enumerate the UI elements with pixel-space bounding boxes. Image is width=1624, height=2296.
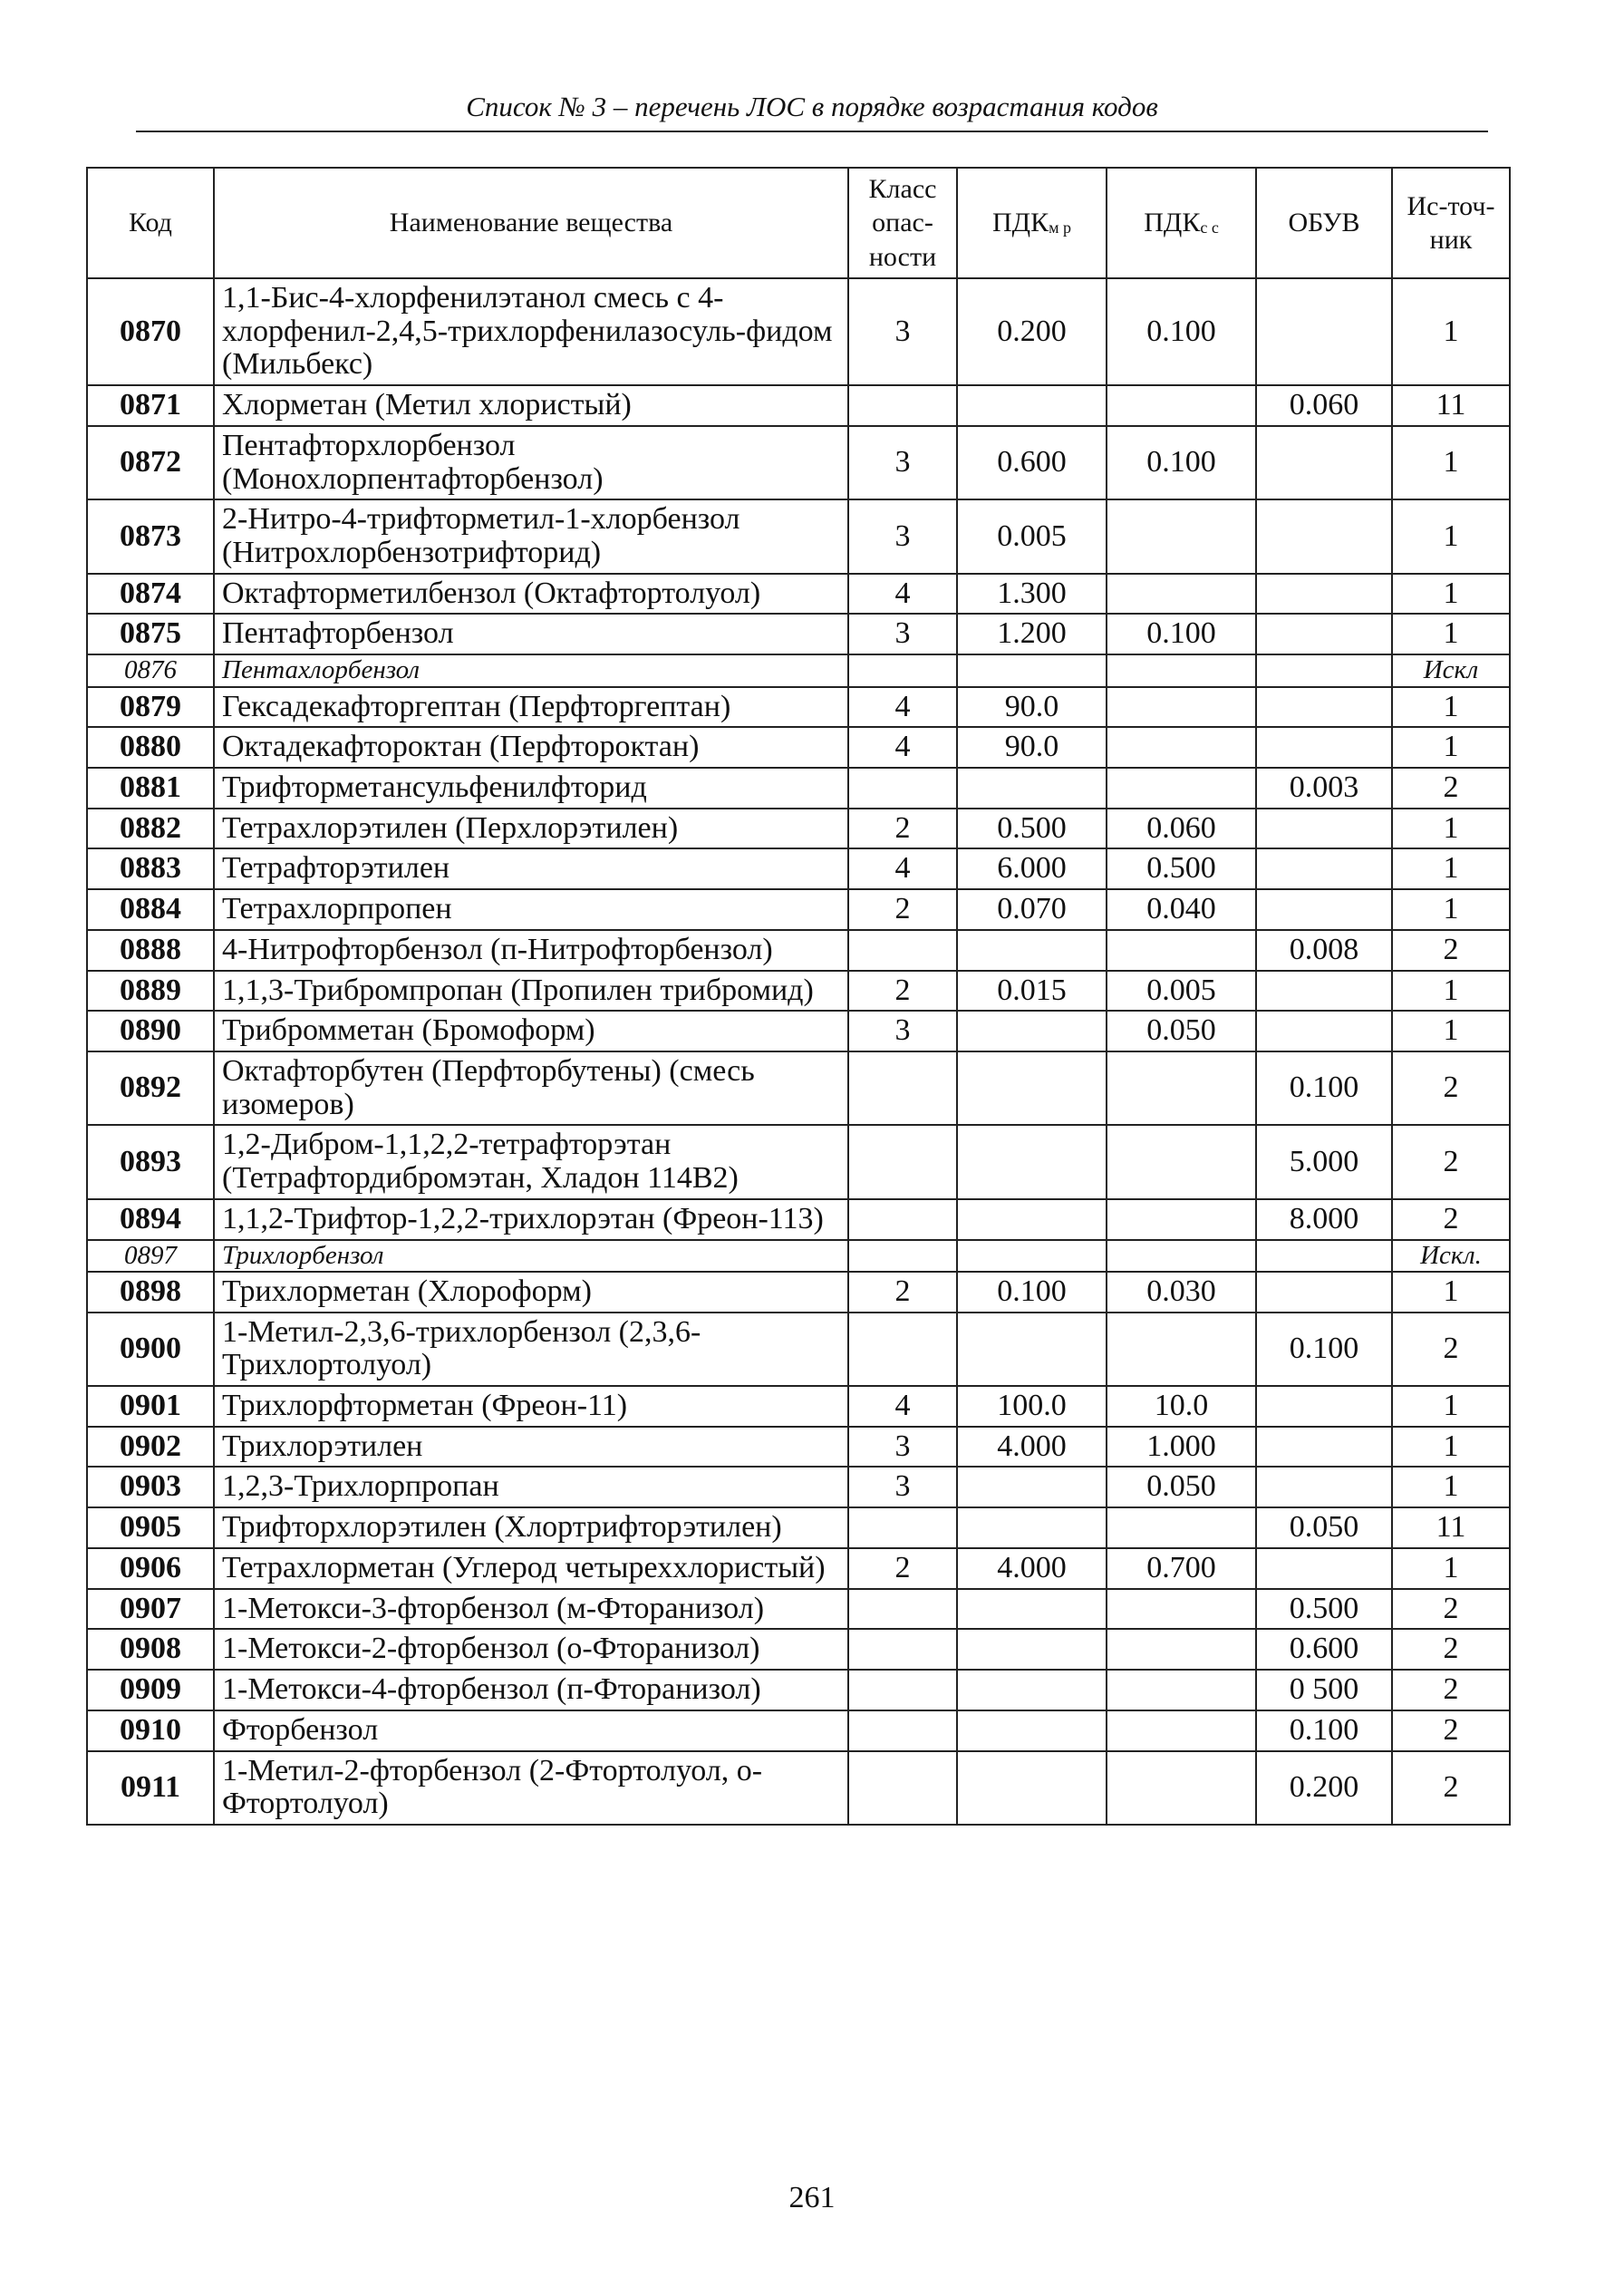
obuv-cell bbox=[1256, 889, 1392, 930]
pdk-ss-cell bbox=[1107, 499, 1256, 573]
hazard-class-cell: 2 bbox=[848, 889, 957, 930]
table-header bbox=[87, 168, 1510, 278]
name-cell: 1-Метил-2,3,6-трихлорбензол (2,3,6-Трихлортолуол) bbox=[214, 1313, 848, 1386]
name-cell: Октафторбутен (Перфторбутены) (смесь изомеров) bbox=[214, 1051, 848, 1125]
pdk-mr-cell: 0.500 bbox=[957, 809, 1107, 849]
source-cell: 2 bbox=[1392, 1751, 1510, 1825]
pdk-ss-cell: 0.050 bbox=[1107, 1467, 1256, 1507]
obuv-cell: 0.003 bbox=[1256, 768, 1392, 809]
code-cell: 0894 bbox=[87, 1199, 214, 1240]
pdk-ss-cell bbox=[1107, 654, 1256, 686]
header-row bbox=[87, 168, 1510, 278]
name-cell: 1,2,3-Трихлорпропан bbox=[214, 1467, 848, 1507]
name-cell: 1-Метокси-3-фторбензол (м-Фторанизол) bbox=[214, 1589, 848, 1630]
code-cell: 0882 bbox=[87, 809, 214, 849]
hazard-class-cell: 3 bbox=[848, 1011, 957, 1051]
code-cell: 0897 bbox=[87, 1240, 214, 1272]
table-row bbox=[87, 1051, 1510, 1125]
source-cell: 1 bbox=[1392, 848, 1510, 889]
table-row bbox=[87, 1629, 1510, 1670]
pdk-ss-cell bbox=[1107, 1751, 1256, 1825]
code-cell: 0872 bbox=[87, 426, 214, 499]
pdk-mr-sub: м р bbox=[1049, 218, 1072, 237]
table-row bbox=[87, 574, 1510, 615]
hazard-class-cell bbox=[848, 1670, 957, 1710]
pdk-mr-cell: 4.000 bbox=[957, 1548, 1107, 1589]
hazard-class-cell: 3 bbox=[848, 1427, 957, 1468]
source-cell: 1 bbox=[1392, 1272, 1510, 1313]
obuv-cell: 0.050 bbox=[1256, 1507, 1392, 1548]
header-source: Ис-точ-ник bbox=[1392, 168, 1510, 278]
name-cell: Октафторметилбензол (Октафтортолуол) bbox=[214, 574, 848, 615]
name-cell: 1,1-Бис-4-хлорфенилэтанол смесь с 4-хлорфенил-2,4,5-трихлорфенилазосуль-фидом (Мильбекс) bbox=[214, 278, 848, 385]
hazard-class-cell: 4 bbox=[848, 574, 957, 615]
code-cell: 0909 bbox=[87, 1670, 214, 1710]
voc-table bbox=[86, 167, 1511, 1826]
pdk-ss-cell: 0.050 bbox=[1107, 1011, 1256, 1051]
pdk-ss-cell bbox=[1107, 768, 1256, 809]
header-obuv: ОБУВ bbox=[1256, 168, 1392, 278]
obuv-cell bbox=[1256, 654, 1392, 686]
header-pdk-ss bbox=[1107, 168, 1256, 278]
hazard-class-cell bbox=[848, 1199, 957, 1240]
pdk-ss-sub: с с bbox=[1200, 218, 1219, 237]
obuv-cell bbox=[1256, 278, 1392, 385]
pdk-ss-cell bbox=[1107, 930, 1256, 971]
name-cell: Тетрахлорметан (Углерод четыреххлористый) bbox=[214, 1548, 848, 1589]
table-row bbox=[87, 385, 1510, 426]
source-cell: 2 bbox=[1392, 1629, 1510, 1670]
code-cell: 0900 bbox=[87, 1313, 214, 1386]
name-cell: Тетрахлорпропен bbox=[214, 889, 848, 930]
pdk-mr-cell bbox=[957, 1589, 1107, 1630]
code-cell: 0893 bbox=[87, 1125, 214, 1198]
pdk-mr-cell bbox=[957, 654, 1107, 686]
name-cell: Трихлорфторметан (Фреон-11) bbox=[214, 1386, 848, 1427]
code-cell: 0902 bbox=[87, 1427, 214, 1468]
pdk-mr-cell bbox=[957, 1199, 1107, 1240]
table-row bbox=[87, 1386, 1510, 1427]
pdk-ss-cell: 0.060 bbox=[1107, 809, 1256, 849]
code-cell: 0880 bbox=[87, 727, 214, 768]
hazard-class-cell bbox=[848, 1629, 957, 1670]
code-cell: 0873 bbox=[87, 499, 214, 573]
obuv-cell: 0.100 bbox=[1256, 1051, 1392, 1125]
code-cell: 0875 bbox=[87, 614, 214, 654]
pdk-ss-cell: 0.005 bbox=[1107, 971, 1256, 1012]
name-cell: Пентафторхлорбензол (Монохлорпентафторбензол) bbox=[214, 426, 848, 499]
source-cell: 2 bbox=[1392, 930, 1510, 971]
hazard-class-cell bbox=[848, 1051, 957, 1125]
name-cell: 2-Нитро-4-трифторметил-1-хлорбензол (Нитрохлорбензотрифторид) bbox=[214, 499, 848, 573]
source-cell: 2 bbox=[1392, 1589, 1510, 1630]
table-row bbox=[87, 499, 1510, 573]
table-row bbox=[87, 1011, 1510, 1051]
name-cell: Октадекафтороктан (Перфтороктан) bbox=[214, 727, 848, 768]
header-pdk-mr bbox=[957, 168, 1107, 278]
table-row bbox=[87, 1199, 1510, 1240]
code-cell: 0903 bbox=[87, 1467, 214, 1507]
hazard-class-cell: 2 bbox=[848, 1548, 957, 1589]
table-row bbox=[87, 1507, 1510, 1548]
source-cell: Искл. bbox=[1392, 1240, 1510, 1272]
table-row bbox=[87, 727, 1510, 768]
name-cell: 1,1,3-Трибромпропан (Пропилен трибромид) bbox=[214, 971, 848, 1012]
code-cell: 0898 bbox=[87, 1272, 214, 1313]
obuv-cell bbox=[1256, 971, 1392, 1012]
table-row bbox=[87, 1313, 1510, 1386]
code-cell: 0907 bbox=[87, 1589, 214, 1630]
hazard-class-cell: 2 bbox=[848, 809, 957, 849]
source-cell: 2 bbox=[1392, 768, 1510, 809]
pdk-mr-cell: 0.070 bbox=[957, 889, 1107, 930]
pdk-ss-cell: 10.0 bbox=[1107, 1386, 1256, 1427]
table-row bbox=[87, 971, 1510, 1012]
source-cell: Искл bbox=[1392, 654, 1510, 686]
hazard-class-cell: 3 bbox=[848, 278, 957, 385]
pdk-ss-cell bbox=[1107, 1051, 1256, 1125]
obuv-cell bbox=[1256, 1240, 1392, 1272]
hazard-class-cell bbox=[848, 1240, 957, 1272]
obuv-cell: 0.600 bbox=[1256, 1629, 1392, 1670]
obuv-cell: 0 500 bbox=[1256, 1670, 1392, 1710]
code-cell: 0911 bbox=[87, 1751, 214, 1825]
pdk-ss-cell: 0.040 bbox=[1107, 889, 1256, 930]
name-cell: Тетрафторэтилен bbox=[214, 848, 848, 889]
code-cell: 0883 bbox=[87, 848, 214, 889]
obuv-cell: 5.000 bbox=[1256, 1125, 1392, 1198]
pdk-mr-cell: 0.100 bbox=[957, 1272, 1107, 1313]
pdk-ss-cell: 0.030 bbox=[1107, 1272, 1256, 1313]
table-row bbox=[87, 654, 1510, 686]
pdk-ss-cell bbox=[1107, 574, 1256, 615]
obuv-cell: 0.100 bbox=[1256, 1710, 1392, 1751]
name-cell: Тетрахлорэтилен (Перхлорэтилен) bbox=[214, 809, 848, 849]
obuv-cell bbox=[1256, 1272, 1392, 1313]
obuv-cell bbox=[1256, 1386, 1392, 1427]
pdk-ss-cell bbox=[1107, 1507, 1256, 1548]
source-cell: 2 bbox=[1392, 1199, 1510, 1240]
hazard-class-cell: 4 bbox=[848, 848, 957, 889]
table-row bbox=[87, 1589, 1510, 1630]
header-name: Наименование вещества bbox=[214, 168, 848, 278]
pdk-ss-cell bbox=[1107, 687, 1256, 728]
pdk-ss-cell bbox=[1107, 1589, 1256, 1630]
source-cell: 1 bbox=[1392, 727, 1510, 768]
hazard-class-cell: 3 bbox=[848, 426, 957, 499]
table-row bbox=[87, 614, 1510, 654]
hazard-class-cell bbox=[848, 1313, 957, 1386]
name-cell: Гексадекафторгептан (Перфторгептан) bbox=[214, 687, 848, 728]
code-cell: 0888 bbox=[87, 930, 214, 971]
pdk-mr-cell bbox=[957, 1313, 1107, 1386]
code-cell: 0908 bbox=[87, 1629, 214, 1670]
pdk-mr-main: ПДК bbox=[991, 208, 1049, 238]
obuv-cell bbox=[1256, 1467, 1392, 1507]
source-cell: 2 bbox=[1392, 1313, 1510, 1386]
code-cell: 0874 bbox=[87, 574, 214, 615]
table-row bbox=[87, 1125, 1510, 1198]
code-cell: 0889 bbox=[87, 971, 214, 1012]
pdk-mr-cell bbox=[957, 768, 1107, 809]
name-cell: 1-Метил-2-фторбензол (2-Фтортолуол, о-Фтортолуол) bbox=[214, 1751, 848, 1825]
pdk-mr-cell: 90.0 bbox=[957, 687, 1107, 728]
obuv-cell: 0.008 bbox=[1256, 930, 1392, 971]
name-cell: 1,2-Дибром-1,1,2,2-тетрафторэтан (Тетрафтордибромэтан, Хладон 114В2) bbox=[214, 1125, 848, 1198]
source-cell: 1 bbox=[1392, 889, 1510, 930]
table-row bbox=[87, 848, 1510, 889]
source-cell: 1 bbox=[1392, 809, 1510, 849]
pdk-ss-cell: 0.500 bbox=[1107, 848, 1256, 889]
hazard-class-cell bbox=[848, 930, 957, 971]
source-cell: 2 bbox=[1392, 1051, 1510, 1125]
pdk-mr-cell: 0.015 bbox=[957, 971, 1107, 1012]
pdk-ss-cell bbox=[1107, 1240, 1256, 1272]
hazard-class-cell bbox=[848, 768, 957, 809]
pdk-mr-cell: 0.600 bbox=[957, 426, 1107, 499]
name-cell: Пентахлорбензол bbox=[214, 654, 848, 686]
obuv-cell bbox=[1256, 848, 1392, 889]
pdk-mr-cell bbox=[957, 1629, 1107, 1670]
pdk-ss-cell: 1.000 bbox=[1107, 1427, 1256, 1468]
hazard-class-cell: 3 bbox=[848, 614, 957, 654]
table-row bbox=[87, 1548, 1510, 1589]
source-cell: 1 bbox=[1392, 574, 1510, 615]
pdk-mr-cell: 1.300 bbox=[957, 574, 1107, 615]
source-cell: 1 bbox=[1392, 1548, 1510, 1589]
name-cell: 1-Метокси-4-фторбензол (п-Фторанизол) bbox=[214, 1670, 848, 1710]
name-cell: Трихлорбензол bbox=[214, 1240, 848, 1272]
source-cell: 11 bbox=[1392, 1507, 1510, 1548]
obuv-cell: 8.000 bbox=[1256, 1199, 1392, 1240]
page-header: Список № 3 – перечень ЛОС в порядке возрастания кодов bbox=[136, 91, 1488, 132]
name-cell: Фторбензол bbox=[214, 1710, 848, 1751]
source-cell: 1 bbox=[1392, 426, 1510, 499]
name-cell: Трифторхлорэтилен (Хлортрифторэтилен) bbox=[214, 1507, 848, 1548]
obuv-cell bbox=[1256, 614, 1392, 654]
pdk-mr-cell bbox=[957, 1467, 1107, 1507]
code-cell: 0906 bbox=[87, 1548, 214, 1589]
pdk-mr-cell bbox=[957, 1011, 1107, 1051]
hazard-class-cell: 4 bbox=[848, 1386, 957, 1427]
obuv-cell bbox=[1256, 809, 1392, 849]
name-cell: 1-Метокси-2-фторбензол (о-Фторанизол) bbox=[214, 1629, 848, 1670]
pdk-ss-cell bbox=[1107, 1670, 1256, 1710]
code-cell: 0876 bbox=[87, 654, 214, 686]
pdk-ss-cell: 0.100 bbox=[1107, 614, 1256, 654]
pdk-ss-cell bbox=[1107, 1125, 1256, 1198]
hazard-class-cell bbox=[848, 1751, 957, 1825]
obuv-cell bbox=[1256, 426, 1392, 499]
hazard-class-cell: 3 bbox=[848, 499, 957, 573]
source-cell: 1 bbox=[1392, 1427, 1510, 1468]
pdk-ss-cell bbox=[1107, 727, 1256, 768]
table-row bbox=[87, 889, 1510, 930]
hazard-class-cell bbox=[848, 1589, 957, 1630]
code-cell: 0879 bbox=[87, 687, 214, 728]
table-row bbox=[87, 809, 1510, 849]
hazard-class-cell bbox=[848, 385, 957, 426]
hazard-class-cell bbox=[848, 1125, 957, 1198]
table-body bbox=[87, 278, 1510, 1825]
pdk-ss-cell: 0.100 bbox=[1107, 426, 1256, 499]
pdk-mr-cell bbox=[957, 930, 1107, 971]
obuv-cell: 0.500 bbox=[1256, 1589, 1392, 1630]
table-row bbox=[87, 278, 1510, 385]
table-row bbox=[87, 1240, 1510, 1272]
name-cell: Трибромметан (Бромоформ) bbox=[214, 1011, 848, 1051]
source-cell: 2 bbox=[1392, 1670, 1510, 1710]
source-cell: 1 bbox=[1392, 1467, 1510, 1507]
pdk-mr-cell bbox=[957, 1240, 1107, 1272]
code-cell: 0901 bbox=[87, 1386, 214, 1427]
pdk-mr-cell: 0.005 bbox=[957, 499, 1107, 573]
table-row bbox=[87, 1467, 1510, 1507]
pdk-mr-cell bbox=[957, 1670, 1107, 1710]
name-cell: 1,1,2-Трифтор-1,2,2-трихлорэтан (Фреон-113) bbox=[214, 1199, 848, 1240]
code-cell: 0884 bbox=[87, 889, 214, 930]
hazard-class-cell: 2 bbox=[848, 971, 957, 1012]
header-code: Код bbox=[87, 168, 214, 278]
code-cell: 0892 bbox=[87, 1051, 214, 1125]
pdk-mr-cell: 100.0 bbox=[957, 1386, 1107, 1427]
pdk-mr-cell: 1.200 bbox=[957, 614, 1107, 654]
page-number: 261 bbox=[788, 2181, 836, 2214]
table-row bbox=[87, 426, 1510, 499]
name-cell: Трихлорэтилен bbox=[214, 1427, 848, 1468]
code-cell: 0905 bbox=[87, 1507, 214, 1548]
pdk-mr-cell bbox=[957, 1051, 1107, 1125]
source-cell: 1 bbox=[1392, 499, 1510, 573]
name-cell: Трихлорметан (Хлороформ) bbox=[214, 1272, 848, 1313]
source-cell: 1 bbox=[1392, 687, 1510, 728]
hazard-class-cell: 4 bbox=[848, 687, 957, 728]
obuv-cell bbox=[1256, 727, 1392, 768]
code-cell: 0910 bbox=[87, 1710, 214, 1751]
code-cell: 0871 bbox=[87, 385, 214, 426]
pdk-ss-cell: 0.100 bbox=[1107, 278, 1256, 385]
pdk-ss-cell bbox=[1107, 1313, 1256, 1386]
table-row bbox=[87, 1710, 1510, 1751]
pdk-ss-cell bbox=[1107, 1710, 1256, 1751]
pdk-mr-cell bbox=[957, 1125, 1107, 1198]
obuv-cell bbox=[1256, 499, 1392, 573]
name-cell: Хлорметан (Метил хлористый) bbox=[214, 385, 848, 426]
pdk-ss-cell bbox=[1107, 1199, 1256, 1240]
source-cell: 1 bbox=[1392, 971, 1510, 1012]
hazard-class-cell: 2 bbox=[848, 1272, 957, 1313]
source-cell: 2 bbox=[1392, 1710, 1510, 1751]
obuv-cell: 0.100 bbox=[1256, 1313, 1392, 1386]
code-cell: 0870 bbox=[87, 278, 214, 385]
source-cell: 2 bbox=[1392, 1125, 1510, 1198]
source-cell: 1 bbox=[1392, 1011, 1510, 1051]
source-cell: 1 bbox=[1392, 1386, 1510, 1427]
pdk-mr-cell bbox=[957, 385, 1107, 426]
table-row bbox=[87, 1670, 1510, 1710]
pdk-ss-cell: 0.700 bbox=[1107, 1548, 1256, 1589]
obuv-cell bbox=[1256, 574, 1392, 615]
name-cell: Пентафторбензол bbox=[214, 614, 848, 654]
name-cell: 4-Нитрофторбензол (п-Нитрофторбензол) bbox=[214, 930, 848, 971]
obuv-cell: 0.060 bbox=[1256, 385, 1392, 426]
pdk-ss-cell bbox=[1107, 1629, 1256, 1670]
table-row bbox=[87, 930, 1510, 971]
pdk-mr-cell: 90.0 bbox=[957, 727, 1107, 768]
obuv-cell bbox=[1256, 1548, 1392, 1589]
pdk-mr-cell bbox=[957, 1751, 1107, 1825]
hazard-class-cell bbox=[848, 1507, 957, 1548]
table-row bbox=[87, 1751, 1510, 1825]
table-row bbox=[87, 1427, 1510, 1468]
name-cell: Трифторметансульфенилфторид bbox=[214, 768, 848, 809]
pdk-mr-cell bbox=[957, 1710, 1107, 1751]
hazard-class-cell bbox=[848, 654, 957, 686]
source-cell: 11 bbox=[1392, 385, 1510, 426]
table-row bbox=[87, 1272, 1510, 1313]
hazard-class-cell: 4 bbox=[848, 727, 957, 768]
code-cell: 0890 bbox=[87, 1011, 214, 1051]
hazard-class-cell bbox=[848, 1710, 957, 1751]
obuv-cell: 0.200 bbox=[1256, 1751, 1392, 1825]
source-cell: 1 bbox=[1392, 614, 1510, 654]
code-cell: 0881 bbox=[87, 768, 214, 809]
pdk-ss-cell bbox=[1107, 385, 1256, 426]
header-hazard-class: Класс опас-ности bbox=[848, 168, 957, 278]
pdk-ss-main: ПДК bbox=[1144, 208, 1201, 238]
obuv-cell bbox=[1256, 687, 1392, 728]
table-row bbox=[87, 687, 1510, 728]
pdk-mr-cell bbox=[957, 1507, 1107, 1548]
obuv-cell bbox=[1256, 1427, 1392, 1468]
source-cell: 1 bbox=[1392, 278, 1510, 385]
pdk-mr-cell: 4.000 bbox=[957, 1427, 1107, 1468]
pdk-mr-cell: 0.200 bbox=[957, 278, 1107, 385]
pdk-mr-cell: 6.000 bbox=[957, 848, 1107, 889]
hazard-class-cell: 3 bbox=[848, 1467, 957, 1507]
obuv-cell bbox=[1256, 1011, 1392, 1051]
table-row bbox=[87, 768, 1510, 809]
